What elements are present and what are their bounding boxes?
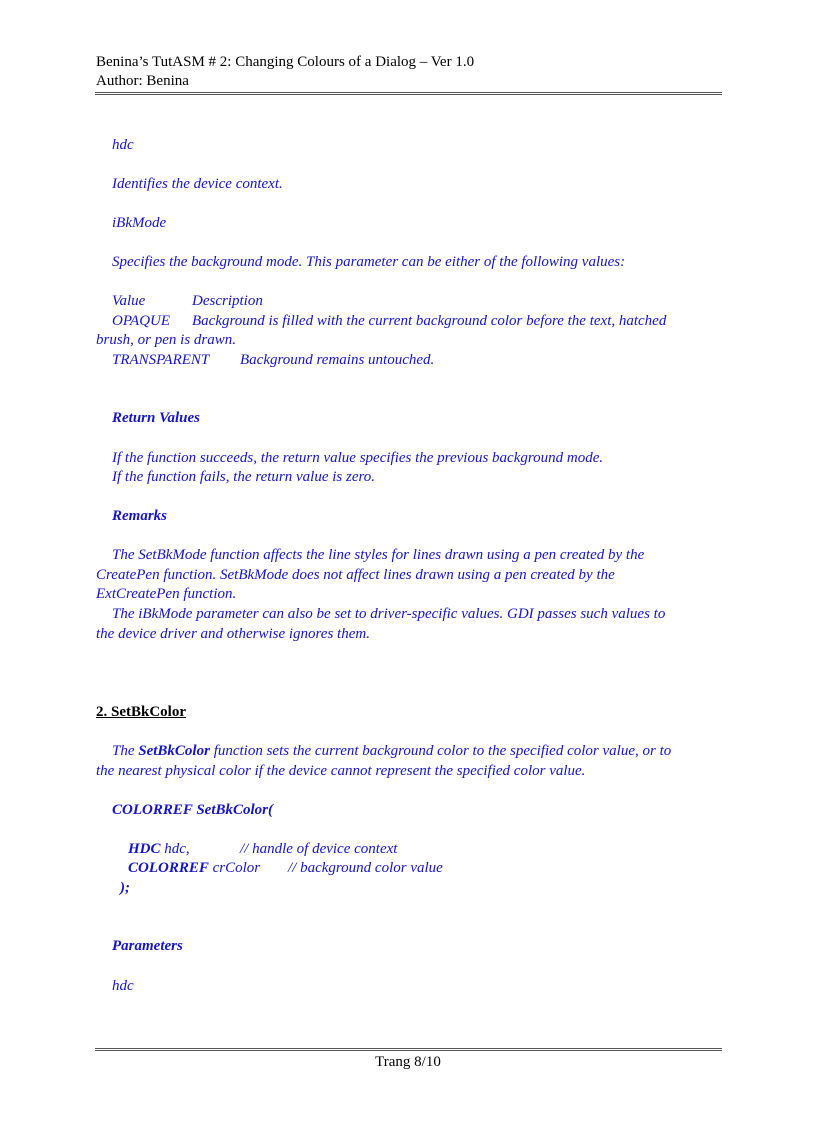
header-rule [95,92,722,95]
setbkcolor-intro-line1 [112,743,671,760]
section-heading-setbkcolor: 2. SetBkColor [96,704,186,720]
hdc-description: Identifies the device context. [112,176,283,192]
intro-rest: function sets the current background color to the specified color value, or to [209,743,672,759]
transparent-description: Background remains untouched. [240,352,435,368]
parameters-heading: Parameters [112,938,183,954]
arg1-name: hdc, [160,841,190,857]
opaque-description-line2: brush, or pen is drawn. [96,332,237,348]
arg1-comment: // handle of device context [240,841,398,857]
table-header-description: Description [192,293,263,309]
ibkmode-description: Specifies the background mode. This parameter can be either of the following values: [112,254,626,270]
arg2-type-and-name [128,860,260,877]
closing-paren: ); [120,880,130,896]
header-author: Author: Benina [96,73,189,89]
intro-the: The [112,743,139,759]
setbkcolor-intro-line2: the nearest physical color if the device cannot represent the specified color value. [96,763,586,779]
return-line-2: If the function fails, the return value is zero. [112,469,376,485]
remarks-line-4: The iBkMode parameter can also be set to driver-specific values. GDI passes such values to [112,606,666,622]
arg1-type: HDC [128,841,161,857]
param-ibkmode-label: iBkMode [112,215,167,231]
param-hdc-label: hdc [112,137,134,153]
arg2-name: crColor [208,860,261,876]
arg2-comment: // background color value [288,860,443,876]
return-line-1: If the function succeeds, the return value specifies the previous background mode. [112,450,604,466]
footer-rule [95,1048,722,1051]
return-values-heading: Return Values [112,410,200,426]
page-number: Trang 8/10 [375,1054,441,1070]
remarks-line-1: The SetBkMode function affects the line styles for lines drawn using a pen created by the [112,547,645,563]
arg2-type: COLORREF [128,860,209,876]
remarks-line-5: the device driver and otherwise ignores them. [96,626,370,642]
function-signature: COLORREF SetBkColor( [112,802,274,818]
intro-function-name: SetBkColor [138,743,210,759]
table-header-value: Value [112,293,146,309]
param-hdc-label-2: hdc [112,978,134,994]
arg1-type-and-name [128,841,190,858]
remarks-heading: Remarks [112,508,168,524]
header-title: Benina’s TutASM # 2: Changing Colours of a Dialog – Ver 1.0 [96,54,475,70]
transparent-name: TRANSPARENT [112,352,210,368]
opaque-description-line1: Background is filled with the current background color before the text, hatched [192,313,667,329]
remarks-line-3: ExtCreatePen function. [96,586,237,602]
opaque-name: OPAQUE [112,313,171,329]
remarks-line-2: CreatePen function. SetBkMode does not affect lines drawn using a pen created by the [96,567,615,583]
